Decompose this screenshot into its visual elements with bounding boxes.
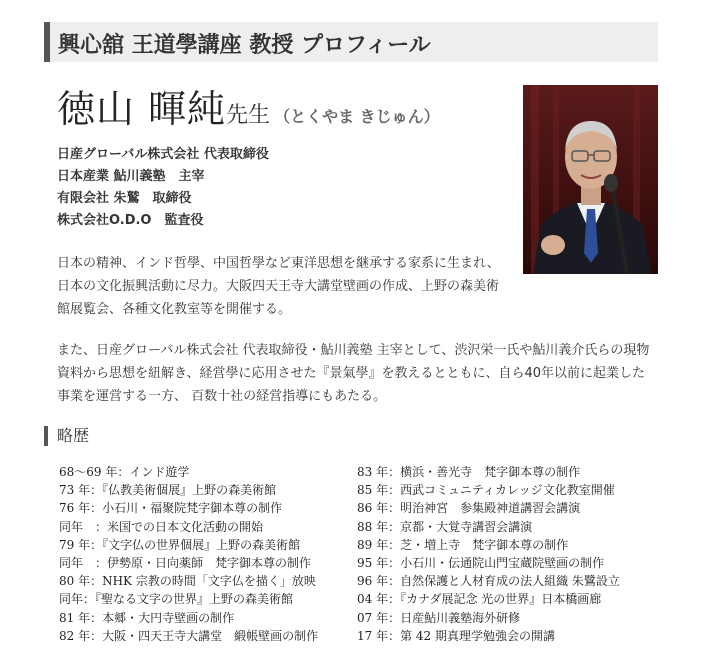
- page-header: [44, 22, 658, 62]
- title-line: 株式会社O.D.O 監査役: [57, 213, 204, 228]
- history-item: 85 年：西武コミュニティカレッジ文化教室開催: [357, 483, 615, 498]
- history-item: 82 年：大阪・四天王寺大講堂 緞帳壁画の制作: [59, 628, 319, 643]
- history-item: 86 年：明治神宮 参集殿神道講習会講演: [357, 501, 581, 516]
- history-item: 68〜69 年：インド遊学: [59, 465, 190, 479]
- title-line: 日本産業 鮎川義塾 主宰: [57, 169, 205, 184]
- title-line: 有限会社 朱鷲 取締役: [57, 191, 192, 206]
- page-title: 興心舘 王道學講座 教授 プロフィール: [58, 33, 431, 58]
- bio-paragraph-2: [57, 339, 661, 408]
- bio-line: 館展覧会、各種文化教室等を開催する。: [57, 302, 292, 317]
- history-item: 同年 ：米国での日本文化活動の開始: [59, 519, 264, 534]
- history-item: 73 年：『仏教美術個展』上野の森美術館: [59, 483, 277, 498]
- history-item: 同年：『聖なる文字の世界』上野の森美術館: [59, 592, 294, 607]
- bio-line: 日本の精神、インド哲學、中国哲學など東洋思想を継承する家系に生まれ、: [57, 256, 500, 271]
- bio-paragraph-1: [57, 252, 512, 321]
- history-list-left: [59, 463, 318, 645]
- title-line: 日産グローバル株式会社 代表取締役: [57, 147, 269, 162]
- history-item: 88 年：京都・大覚寺講習会講演: [357, 519, 533, 534]
- profile-titles: [57, 144, 269, 232]
- history-list-right: [357, 463, 620, 645]
- history-item: 83 年：横浜・善光寺 梵字御本尊の制作: [357, 465, 581, 479]
- history-item: 76 年：小石川・福聚院梵字御本尊の制作: [59, 501, 283, 516]
- bio-line: また、日産グローバル株式会社 代表取締役・鮎川義塾 主宰として、渋沢栄一氏や鮎川義介氏らの現物: [57, 343, 650, 358]
- portrait-photo: [523, 85, 658, 274]
- profile-name: 徳山 暉純: [57, 87, 227, 131]
- bio-line: 事業を運営する一方、 百数十社の経営指導にもあたる。: [57, 389, 387, 404]
- history-item: 79 年：『文字仏の世界個展』上野の森美術館: [59, 537, 301, 552]
- history-item: 96 年：自然保護と人材育成の法人組織 朱鷺設立: [357, 574, 620, 589]
- history-item: 04 年：『カナダ展記念 光の世界』日本橋画廊: [357, 592, 602, 607]
- history-item: 81 年：本郷・大円寺壁画の制作: [59, 610, 235, 625]
- history-item: 89 年：芝・増上寺 梵字御本尊の制作: [357, 537, 569, 552]
- history-item: 80 年：NHK 宗教の時間「文字仏を描く」放映: [59, 574, 316, 589]
- profile-name-line: [57, 78, 440, 133]
- history-item: 95 年：小石川・伝通院山門宝蔵院壁画の制作: [357, 555, 605, 570]
- history-item: 同年 ：伊勢原・日向薬師 梵字御本尊の制作: [59, 555, 312, 570]
- history-heading: 略歴: [44, 426, 89, 446]
- history-item: 17 年：第 42 期真理学勉強会の開講: [357, 628, 555, 643]
- profile-honorific: 先生: [226, 103, 271, 128]
- bio-line: 日本の文化振興活動に尽力。大阪四天王寺大講堂壁画の作成、上野の森美術: [57, 279, 500, 294]
- profile-kana: （とくやま きじゅん）: [274, 107, 440, 126]
- bio-line: 資料から思想を紐解き、経営學に応用させた『景氣學』を教えるとともに、自ら40年以前に起業した: [57, 366, 646, 381]
- history-item: 07 年：日産鮎川義塾海外研修: [357, 610, 521, 625]
